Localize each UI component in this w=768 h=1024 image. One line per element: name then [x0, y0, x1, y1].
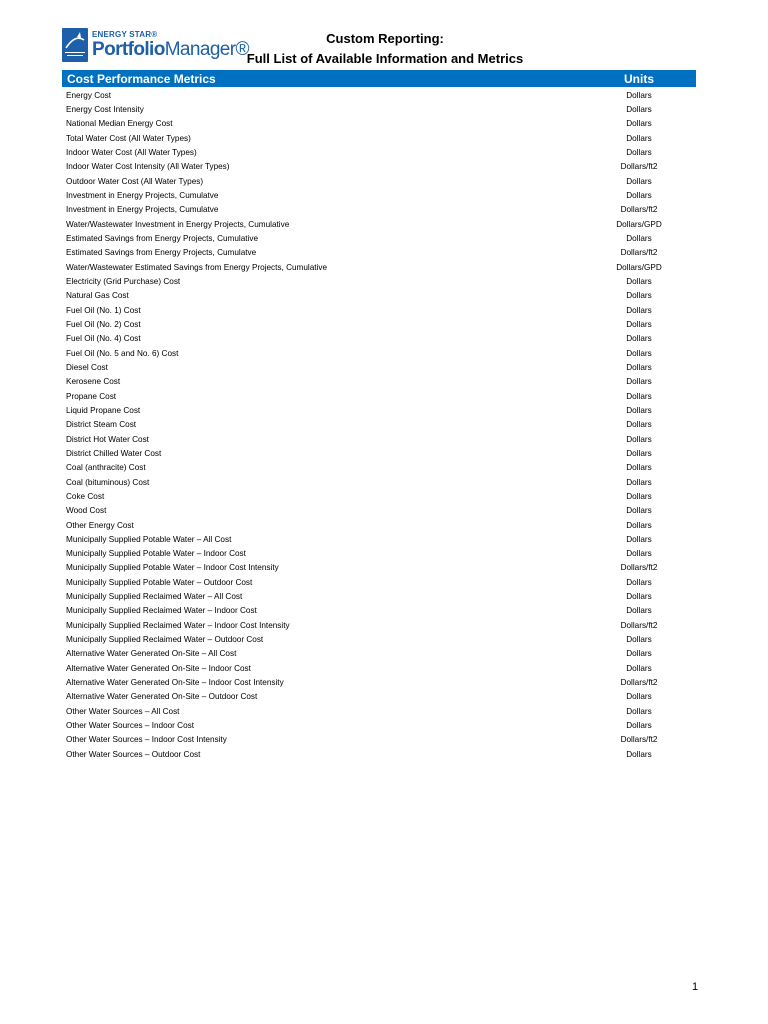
table-row — [62, 188, 696, 202]
table-row — [62, 260, 696, 274]
metric-name: Water/Wastewater Estimated Savings from Energy Projects, Cumulative — [66, 262, 328, 272]
metric-name: District Steam Cost — [66, 420, 137, 430]
metric-units: Dollars — [626, 104, 652, 114]
metric-name: Kerosene Cost — [66, 377, 121, 387]
table-row — [62, 589, 696, 603]
metric-name: Total Water Cost (All Water Types) — [66, 133, 191, 143]
metric-name: Fuel Oil (No. 2) Cost — [66, 319, 141, 329]
table-row — [62, 518, 696, 532]
metric-units: Dollars — [626, 119, 652, 129]
metric-name: Municipally Supplied Reclaimed Water – Indoor Cost Intensity — [66, 620, 290, 630]
metric-name: Other Water Sources – Indoor Cost — [66, 721, 195, 731]
metric-name: Coal (anthracite) Cost — [66, 463, 146, 473]
table-row — [62, 675, 696, 689]
metric-units: Dollars/GPD — [616, 262, 662, 272]
metric-units: Dollars — [626, 506, 652, 516]
metric-name: Municipally Supplied Potable Water – Outdoor Cost — [66, 577, 253, 587]
table-row — [62, 131, 696, 145]
metric-units: Dollars — [626, 434, 652, 444]
metric-units: Dollars/ft2 — [620, 678, 658, 688]
table-row — [62, 446, 696, 460]
logo-light-text: Manager® — [164, 39, 249, 60]
table-row — [62, 618, 696, 632]
metric-name: Municipally Supplied Potable Water – All Cost — [66, 534, 232, 544]
metric-units: Dollars — [626, 635, 652, 645]
table-row — [62, 303, 696, 317]
metric-name: Estimated Savings from Energy Projects, Cumulatve — [66, 248, 257, 258]
metric-units: Dollars/ft2 — [620, 205, 658, 215]
metric-name: Diesel Cost — [66, 362, 108, 372]
metric-name: Municipally Supplied Potable Water – Indoor Cost — [66, 549, 246, 559]
metric-name: Municipally Supplied Reclaimed Water – All Cost — [66, 592, 243, 602]
table-row — [62, 461, 696, 475]
table-row — [62, 747, 696, 761]
energy-star-portfolio-manager-logo — [62, 27, 249, 63]
metrics-table-body — [62, 88, 696, 761]
metric-name: Coke Cost — [66, 491, 105, 501]
metric-name: Energy Cost — [66, 90, 112, 100]
metric-units: Dollars — [626, 420, 652, 430]
table-row — [62, 231, 696, 245]
metric-name: Electricity (Grid Purchase) Cost — [66, 276, 181, 286]
table-row — [62, 375, 696, 389]
metric-name: District Hot Water Cost — [66, 434, 149, 444]
table-row — [62, 203, 696, 217]
page-number: 1 — [692, 981, 699, 993]
metric-name: Municipally Supplied Reclaimed Water – Outdoor Cost — [66, 635, 264, 645]
metric-name: Investment in Energy Projects, Cumulatve — [66, 205, 219, 215]
metric-units: Dollars — [626, 448, 652, 458]
metric-units: Dollars — [626, 592, 652, 602]
metric-units: Dollars — [626, 291, 652, 301]
metric-units: Dollars — [626, 319, 652, 329]
table-row — [62, 647, 696, 661]
metric-units: Dollars — [626, 706, 652, 716]
energy-star-icon — [62, 28, 88, 62]
metric-name: Wood Cost — [66, 506, 107, 516]
metric-name: Coal (bituminous) Cost — [66, 477, 150, 487]
metric-name: Fuel Oil (No. 5 and No. 6) Cost — [66, 348, 179, 358]
table-row — [62, 102, 696, 116]
table-row — [62, 160, 696, 174]
metric-units: Dollars — [626, 649, 652, 659]
metric-name: Fuel Oil (No. 4) Cost — [66, 334, 141, 344]
table-row — [62, 332, 696, 346]
metric-units: Dollars — [626, 377, 652, 387]
metric-units: Dollars — [626, 90, 652, 100]
table-row — [62, 632, 696, 646]
table-row — [62, 561, 696, 575]
table-row — [62, 274, 696, 288]
metric-name: Municipally Supplied Reclaimed Water – Indoor Cost — [66, 606, 257, 616]
metric-name: Alternative Water Generated On-Site – Indoor Cost — [66, 663, 251, 673]
table-row — [62, 661, 696, 675]
metric-units: Dollars — [626, 692, 652, 702]
logo-bold-text: Portfolio — [92, 39, 165, 60]
table-row — [62, 403, 696, 417]
metric-name: Alternative Water Generated On-Site – All Cost — [66, 649, 237, 659]
table-row — [62, 532, 696, 546]
metric-units: Dollars — [626, 147, 652, 157]
table-row — [62, 117, 696, 131]
metric-units: Dollars — [626, 348, 652, 358]
table-row — [62, 389, 696, 403]
metric-units: Dollars — [626, 405, 652, 415]
metric-units: Dollars — [626, 133, 652, 143]
metric-name: National Median Energy Cost — [66, 119, 173, 129]
table-row — [62, 733, 696, 747]
table-row — [62, 504, 696, 518]
metric-units: Dollars — [626, 276, 652, 286]
metric-name: Propane Cost — [66, 391, 117, 401]
table-row — [62, 547, 696, 561]
metric-units: Dollars/ft2 — [620, 162, 658, 172]
metric-name: Other Water Sources – Outdoor Cost — [66, 749, 201, 759]
metric-name: Indoor Water Cost Intensity (All Water Types) — [66, 162, 230, 172]
logo-wordmark — [92, 40, 249, 59]
page-title — [230, 29, 540, 69]
metric-units: Dollars — [626, 305, 652, 315]
metric-name: Water/Wastewater Investment in Energy Projects, Cumulative — [66, 219, 290, 229]
table-row — [62, 346, 696, 360]
metric-units: Dollars — [626, 520, 652, 530]
metric-units: Dollars — [626, 463, 652, 473]
logo-top-text: ENERGY STAR® — [92, 30, 158, 39]
metric-units: Dollars — [626, 477, 652, 487]
metric-units: Dollars — [626, 190, 652, 200]
table-row — [62, 174, 696, 188]
table-row — [62, 690, 696, 704]
column-header-units: Units — [624, 71, 654, 86]
metric-units: Dollars/ft2 — [620, 563, 658, 573]
table-row — [62, 704, 696, 718]
table-row — [62, 489, 696, 503]
metric-units: Dollars — [626, 334, 652, 344]
metric-name: Investment in Energy Projects, Cumulatve — [66, 190, 219, 200]
table-row — [62, 604, 696, 618]
metric-units: Dollars — [626, 663, 652, 673]
page-title-line-2: Full List of Available Information and Metrics — [246, 51, 524, 66]
logo-text — [92, 31, 249, 59]
metric-units: Dollars/ft2 — [620, 248, 658, 258]
table-row — [62, 217, 696, 231]
metric-name: Estimated Savings from Energy Projects, Cumulative — [66, 233, 259, 243]
table-row — [62, 418, 696, 432]
table-row — [62, 575, 696, 589]
table-row — [62, 289, 696, 303]
metric-units: Dollars — [626, 721, 652, 731]
metric-name: Alternative Water Generated On-Site – Outdoor Cost — [66, 692, 258, 702]
table-row — [62, 317, 696, 331]
metric-units: Dollars — [626, 391, 652, 401]
metric-name: District Chilled Water Cost — [66, 448, 162, 458]
metric-units: Dollars — [626, 362, 652, 372]
metric-name: Indoor Water Cost (All Water Types) — [66, 147, 197, 157]
metric-name: Other Energy Cost — [66, 520, 134, 530]
column-header-metric: Cost Performance Metrics — [67, 71, 216, 86]
metric-units: Dollars — [626, 577, 652, 587]
metric-units: Dollars/GPD — [616, 219, 662, 229]
metric-units: Dollars — [626, 176, 652, 186]
metric-name: Liquid Propane Cost — [66, 405, 141, 415]
metric-units: Dollars — [626, 749, 652, 759]
table-row — [62, 246, 696, 260]
table-header — [62, 70, 696, 87]
metric-units: Dollars/ft2 — [620, 735, 658, 745]
metric-units: Dollars — [626, 534, 652, 544]
metric-units: Dollars — [626, 606, 652, 616]
metric-units: Dollars/ft2 — [620, 620, 658, 630]
metric-name: Municipally Supplied Potable Water – Indoor Cost Intensity — [66, 563, 279, 573]
metric-name: Natural Gas Cost — [66, 291, 129, 301]
metric-name: Fuel Oil (No. 1) Cost — [66, 305, 141, 315]
page-title-line-1: Custom Reporting: — [326, 31, 444, 46]
metric-name: Energy Cost Intensity — [66, 104, 144, 114]
metric-units: Dollars — [626, 491, 652, 501]
metric-name: Other Water Sources – Indoor Cost Intensity — [66, 735, 227, 745]
table-row — [62, 88, 696, 102]
table-row — [62, 145, 696, 159]
metric-units: Dollars — [626, 233, 652, 243]
table-row — [62, 360, 696, 374]
metric-name: Alternative Water Generated On-Site – Indoor Cost Intensity — [66, 678, 284, 688]
table-row — [62, 432, 696, 446]
metric-name: Outdoor Water Cost (All Water Types) — [66, 176, 204, 186]
table-row — [62, 475, 696, 489]
metric-units: Dollars — [626, 549, 652, 559]
table-row — [62, 718, 696, 732]
metric-name: Other Water Sources – All Cost — [66, 706, 180, 716]
